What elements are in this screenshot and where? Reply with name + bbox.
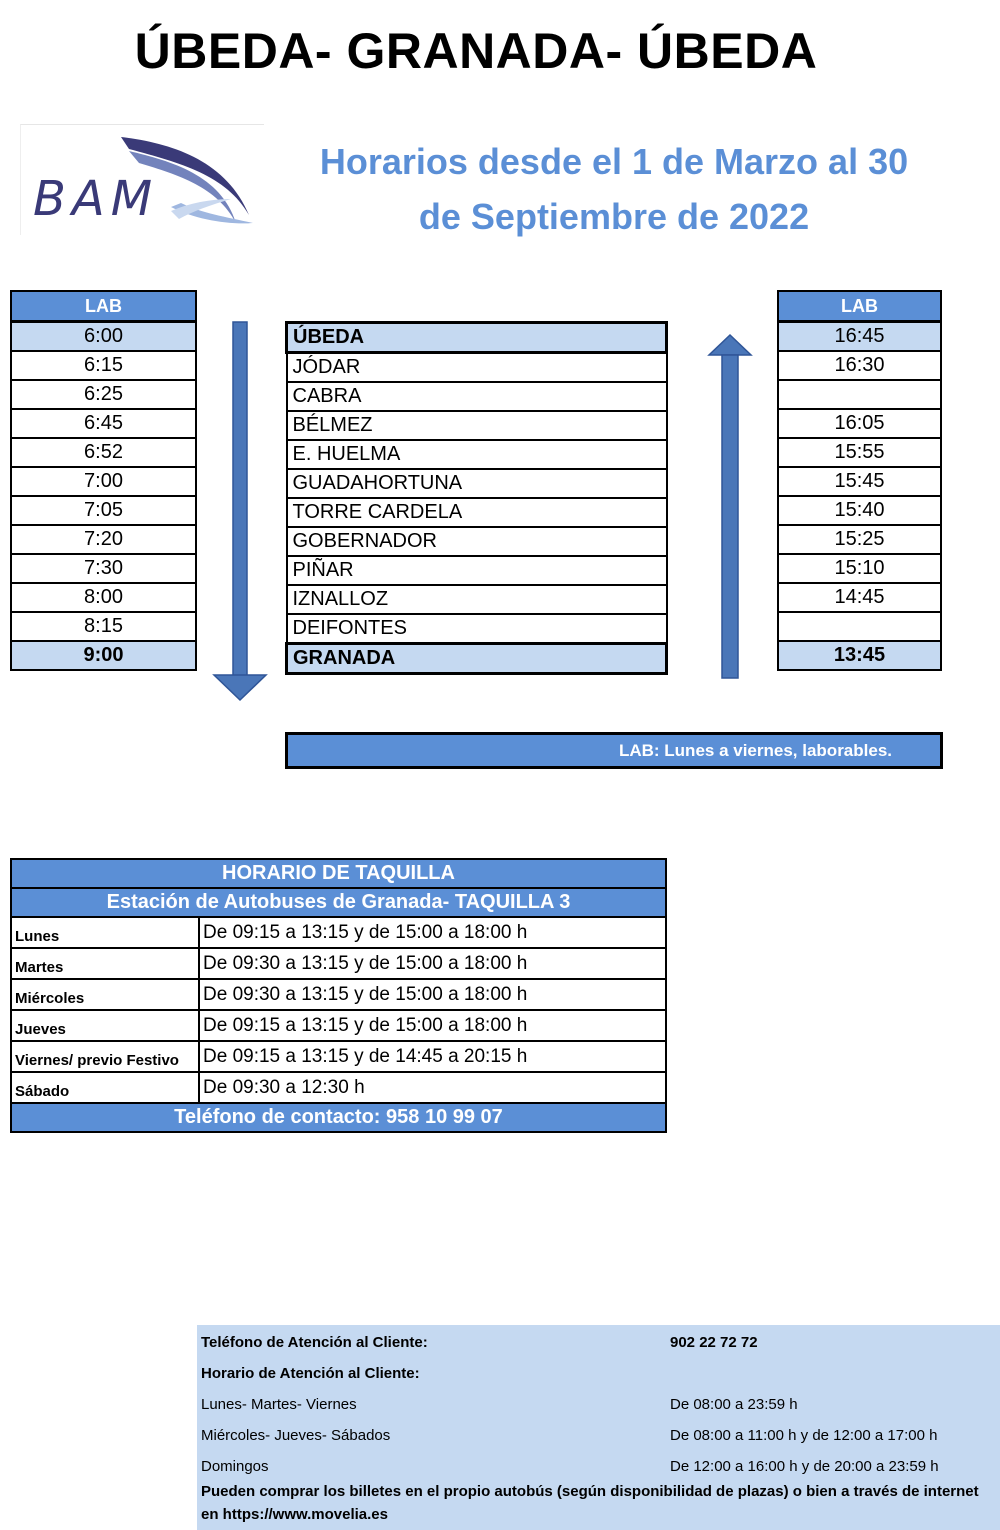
table-row	[11, 948, 666, 979]
ticket-office-station: Estación de Autobuses de Granada- TAQUILLA 3	[11, 888, 666, 917]
ticket-office-phone: Teléfono de contacto: 958 10 99 07	[11, 1103, 666, 1132]
hours-row-label: Lunes- Martes- Viernes	[201, 1396, 357, 1413]
return-time	[778, 380, 941, 409]
stop-name: IZNALLOZ	[287, 585, 667, 614]
return-time: 15:25	[778, 525, 941, 554]
table-row	[11, 1010, 666, 1041]
schedule-period	[298, 134, 930, 244]
table-row	[11, 979, 666, 1010]
ticket-office-day: Viernes/ previo Festivo	[11, 1041, 199, 1072]
ticket-office-hours: De 09:15 a 13:15 y de 15:00 a 18:00 h	[199, 917, 666, 948]
purchase-link[interactable]: en https://www.movelia.es	[201, 1506, 388, 1523]
up-arrow-icon	[705, 333, 755, 683]
lab-legend-text: LAB: Lunes a viernes, laborables.	[618, 741, 892, 760]
return-time: 15:45	[778, 467, 941, 496]
stop-name: TORRE CARDELA	[287, 498, 667, 527]
stop-name: GUADAHORTUNA	[287, 469, 667, 498]
outbound-time: 8:15	[11, 612, 196, 641]
stop-name: DEIFONTES	[287, 614, 667, 644]
outbound-time: 6:45	[11, 409, 196, 438]
ticket-office-hours: De 09:15 a 13:15 y de 14:45 a 20:15 h	[199, 1041, 666, 1072]
table-row	[11, 1072, 666, 1103]
phone-value: 902 22 72 72	[670, 1334, 758, 1351]
table-row	[11, 917, 666, 948]
return-time: 15:40	[778, 496, 941, 525]
outbound-time: 6:00	[11, 322, 196, 352]
page-title: ÚBEDA- GRANADA- ÚBEDA	[134, 23, 818, 79]
ticket-office-day: Martes	[11, 948, 199, 979]
outbound-times-table	[10, 290, 197, 671]
outbound-time: 9:00	[11, 641, 196, 670]
hours-label: Horario de Atención al Cliente:	[201, 1365, 420, 1382]
subtitle-line-1: Horarios desde el 1 de Marzo al 30	[319, 141, 909, 182]
stop-name: GOBERNADOR	[287, 527, 667, 556]
return-header: LAB	[778, 291, 941, 322]
bam-logo-graphic	[21, 125, 264, 235]
return-time: 16:05	[778, 409, 941, 438]
outbound-time: 6:52	[11, 438, 196, 467]
hours-row-value: De 08:00 a 11:00 h y de 12:00 a 17:00 h	[670, 1427, 938, 1444]
ticket-office-hours: De 09:30 a 12:30 h	[199, 1072, 666, 1103]
ticket-office-table	[10, 858, 667, 1133]
ticket-office-hours: De 09:30 a 13:15 y de 15:00 a 18:00 h	[199, 948, 666, 979]
lab-legend	[285, 732, 943, 769]
outbound-time: 7:05	[11, 496, 196, 525]
down-arrow-icon	[210, 320, 270, 705]
ticket-office-day: Jueves	[11, 1010, 199, 1041]
return-time: 15:55	[778, 438, 941, 467]
customer-info	[197, 1325, 1000, 1530]
return-time: 13:45	[778, 641, 941, 670]
subtitle-line-2: de Septiembre de 2022	[418, 196, 810, 237]
hours-row-label: Miércoles- Jueves- Sábados	[201, 1427, 391, 1444]
ticket-office-day: Sábado	[11, 1072, 199, 1103]
return-time: 16:30	[778, 351, 941, 380]
return-time: 15:10	[778, 554, 941, 583]
ticket-office-title: HORARIO DE TAQUILLA	[11, 859, 666, 888]
stop-name: GRANADA	[287, 644, 667, 674]
ticket-office-day: Lunes	[11, 917, 199, 948]
table-row	[11, 1041, 666, 1072]
outbound-time: 7:30	[11, 554, 196, 583]
phone-label: Teléfono de Atención al Cliente:	[201, 1334, 428, 1351]
ticket-office-hours: De 09:15 a 13:15 y de 15:00 a 18:00 h	[199, 1010, 666, 1041]
outbound-time: 8:00	[11, 583, 196, 612]
outbound-time: 7:00	[11, 467, 196, 496]
stop-name: JÓDAR	[287, 353, 667, 383]
bam-logo	[20, 124, 264, 235]
return-time: 14:45	[778, 583, 941, 612]
hours-row-value: De 12:00 a 16:00 h y de 20:00 a 23:59 h	[670, 1458, 939, 1475]
stop-name: ÚBEDA	[287, 323, 667, 353]
ticket-office-hours: De 09:30 a 13:15 y de 15:00 a 18:00 h	[199, 979, 666, 1010]
hours-row-value: De 08:00 a 23:59 h	[670, 1396, 798, 1413]
return-time	[778, 612, 941, 641]
ticket-office-day: Miércoles	[11, 979, 199, 1010]
return-times-table	[777, 290, 942, 671]
hours-row-label: Domingos	[201, 1458, 269, 1475]
purchase-note: Pueden comprar los billetes en el propio autobús (según disponibilidad de plazas) o bien a través de internet	[201, 1483, 979, 1500]
stop-name: E. HUELMA	[287, 440, 667, 469]
stop-name: BÉLMEZ	[287, 411, 667, 440]
stop-name: PIÑAR	[287, 556, 667, 585]
stops-table	[285, 321, 668, 675]
outbound-time: 6:25	[11, 380, 196, 409]
bam-logo-text: BAM	[33, 171, 159, 227]
return-time: 16:45	[778, 322, 941, 352]
outbound-header: LAB	[11, 291, 196, 322]
outbound-time: 6:15	[11, 351, 196, 380]
outbound-time: 7:20	[11, 525, 196, 554]
stop-name: CABRA	[287, 382, 667, 411]
